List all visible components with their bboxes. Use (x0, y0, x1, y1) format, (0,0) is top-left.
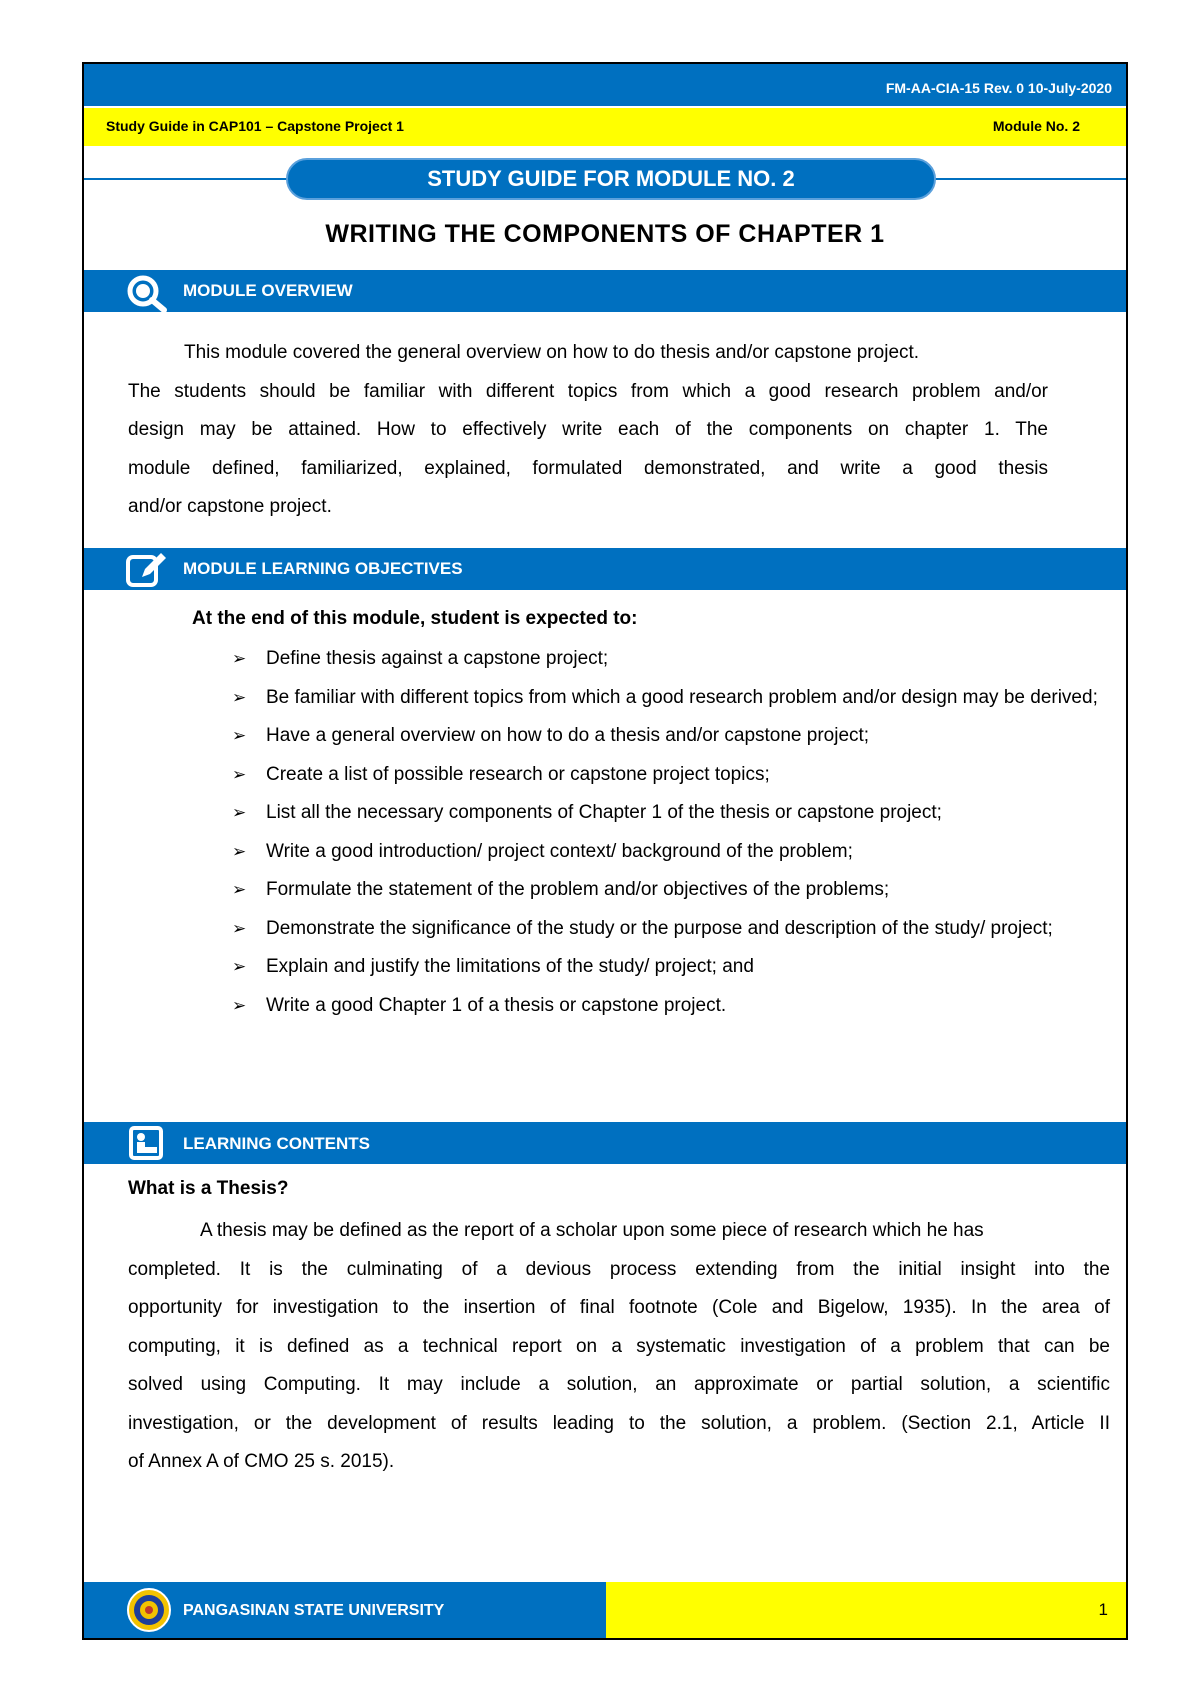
objectives-list (232, 640, 1112, 1025)
objective-text: Create a list of possible research or capstone project topics; (266, 763, 770, 785)
university-name: PANGASINAN STATE UNIVERSITY (183, 1602, 445, 1619)
thesis-paragraph (128, 1212, 1110, 1482)
thesis-line: investigation, or the development of results leading to the solution, a problem. (Section 2.1, Article II (128, 1412, 1110, 1434)
overview-line: module defined, familiarized, explained, formulated demonstrated, and write a good thesis (128, 457, 1048, 479)
overview-section-label: MODULE OVERVIEW (183, 281, 353, 300)
magnifier-icon (124, 272, 170, 317)
banner-left-rule (84, 178, 294, 180)
page-title: WRITING THE COMPONENTS OF CHAPTER 1 (325, 220, 885, 248)
thesis-line: computing, it is defined as a technical report on a systematic investigation of a problem that can be (128, 1335, 1110, 1357)
objective-item (232, 794, 1112, 833)
overview-line: This module covered the general overview on how to do thesis and/or capstone project. (184, 342, 920, 363)
course-title: Study Guide in CAP101 – Capstone Project 1 (106, 118, 404, 134)
arrow-bullet-icon: ➢ (232, 687, 247, 707)
objective-item (232, 756, 1112, 795)
thesis-line: solved using Computing. It may include a solution, an approximate or partial solution, a scientific (128, 1374, 1110, 1395)
footer-yellow-bar (606, 1582, 1126, 1638)
arrow-bullet-icon: ➢ (232, 649, 247, 668)
thesis-line: opportunity for investigation to the insertion of final footnote (Cole and Bigelow, 1935). In the area of (128, 1297, 1110, 1318)
arrow-bullet-icon: ➢ (232, 957, 247, 976)
objective-text: Explain and justify the limitations of the study/ project; and (266, 956, 754, 977)
objective-text: Have a general overview on how to do a thesis and/or capstone project; (266, 725, 870, 746)
objective-item (232, 640, 1112, 679)
thesis-line: completed. It is the culminating of a devious process extending from the initial insight into the (128, 1258, 1110, 1280)
banner-right-rule (926, 178, 1126, 180)
arrow-bullet-icon: ➢ (232, 841, 247, 861)
pencil-edit-icon (126, 551, 168, 594)
objectives-intro: At the end of this module, student is expected to: (192, 608, 638, 629)
objective-item (232, 833, 1112, 872)
objective-item (232, 679, 1112, 718)
arrow-bullet-icon: ➢ (232, 995, 247, 1015)
objective-text: Write a good introduction/ project context/ background of the problem; (266, 840, 853, 862)
arrow-bullet-icon: ➢ (232, 726, 247, 745)
thesis-line: of Annex A of CMO 25 s. 2015). (128, 1451, 395, 1472)
thesis-question: What is a Thesis? (128, 1178, 289, 1199)
objective-text: Define thesis against a capstone project; (266, 648, 609, 669)
objective-item (232, 987, 1112, 1026)
university-seal-icon (126, 1587, 172, 1638)
arrow-bullet-icon: ➢ (232, 803, 247, 822)
thesis-line: A thesis may be defined as the report of a scholar upon some piece of research which he has (200, 1220, 984, 1241)
objective-item (232, 717, 1112, 756)
objective-text: List all the necessary components of Chapter 1 of the thesis or capstone project; (266, 802, 942, 823)
objective-item (232, 910, 1112, 949)
overview-line: The students should be familiar with different topics from which a good research problem and/or (128, 380, 1048, 402)
overview-line: design may be attained. How to effectively write each of the components on chapter 1. The (128, 419, 1048, 440)
objective-text: Formulate the statement of the problem and/or objectives of the problems; (266, 879, 890, 900)
study-guide-banner: STUDY GUIDE FOR MODULE NO. 2 (286, 158, 936, 200)
page-number: 1 (1098, 1600, 1108, 1619)
objective-text: Write a good Chapter 1 of a thesis or capstone project. (266, 994, 727, 1016)
objective-text: Demonstrate the significance of the study or the purpose and description of the study/ project; (266, 917, 1053, 939)
overview-line: and/or capstone project. (128, 496, 332, 517)
reader-icon (128, 1124, 166, 1167)
objective-text: Be familiar with different topics from which a good research problem and/or design may be derived; (266, 686, 1098, 708)
module-number: Module No. 2 (992, 118, 1080, 134)
contents-section-label: LEARNING CONTENTS (183, 1134, 370, 1153)
objectives-section-label: MODULE LEARNING OBJECTIVES (183, 559, 463, 578)
arrow-bullet-icon: ➢ (232, 764, 247, 784)
form-code: FM-AA-CIA-15 Rev. 0 10-July-2020 (885, 80, 1112, 96)
arrow-bullet-icon: ➢ (232, 918, 247, 938)
overview-paragraph (128, 334, 1048, 527)
objective-item (232, 871, 1112, 910)
arrow-bullet-icon: ➢ (232, 880, 247, 899)
objective-item (232, 948, 1112, 987)
